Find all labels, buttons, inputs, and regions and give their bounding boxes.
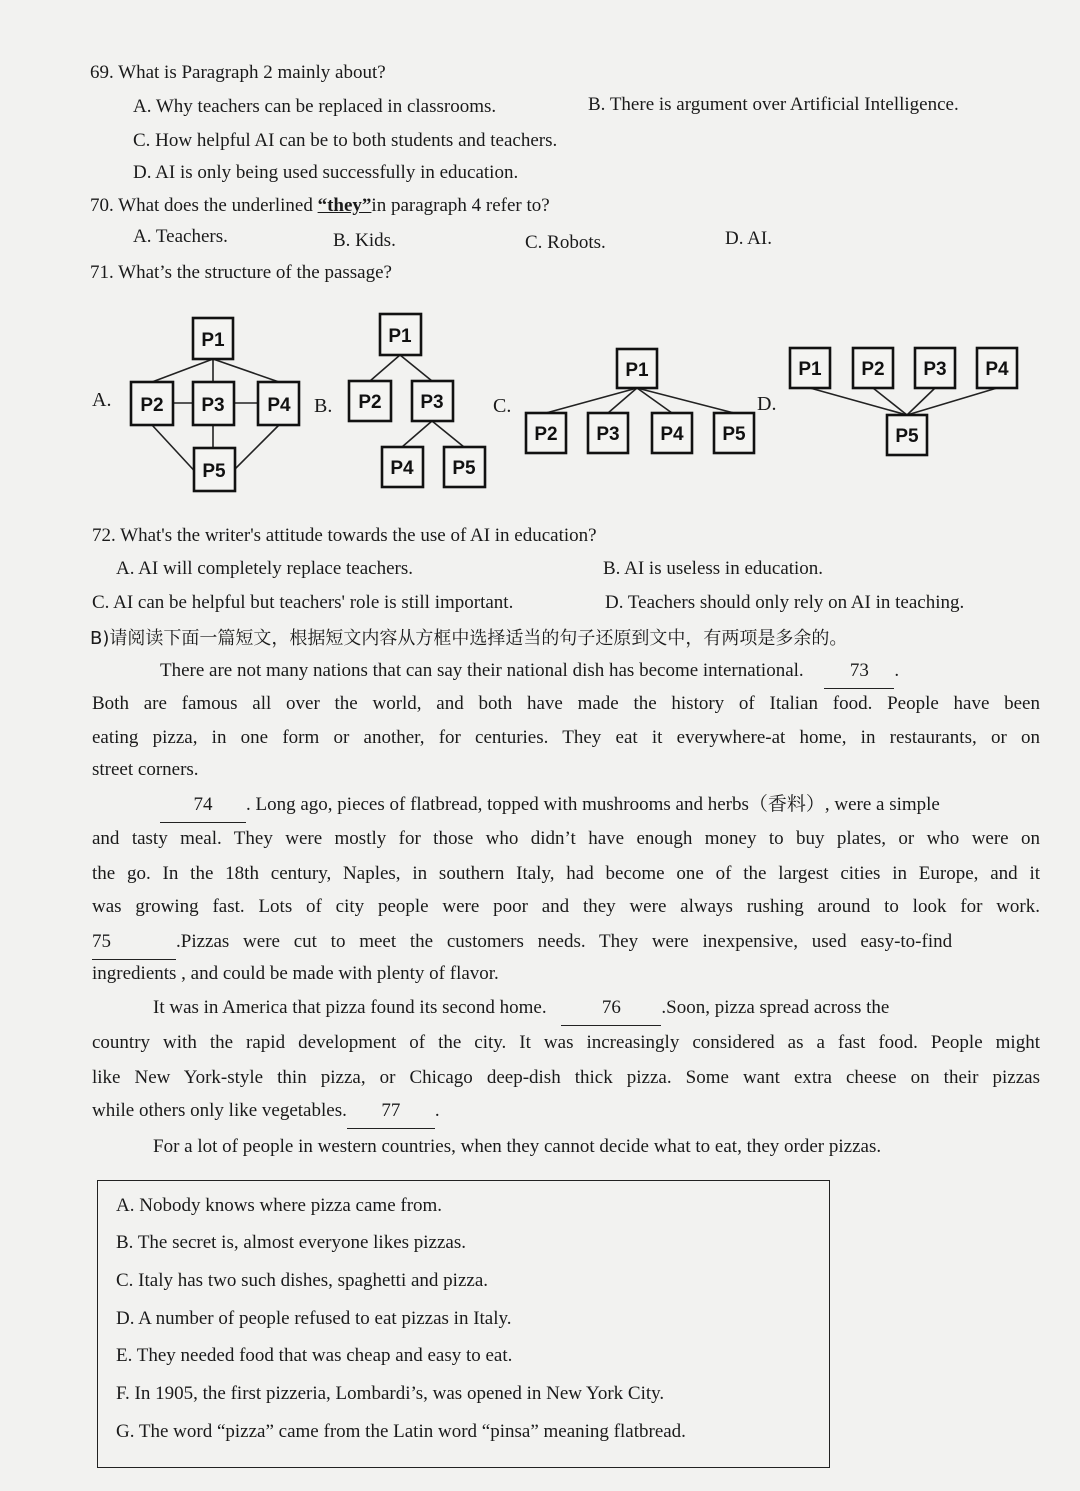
q69-option-c[interactable]: C. How helpful AI can be to both students and teachers.: [133, 130, 558, 151]
p1-line-1-text: There are not many nations that can say their national dish has become international.: [160, 660, 804, 681]
p2-line-2: and tasty meal. They were mostly for those who didn’t have enough money to buy plates, or who were on: [92, 828, 1040, 849]
p3-line-1: [153, 991, 1040, 1026]
choice-c[interactable]: C. Italy has two such dishes, spaghetti and pizza.: [116, 1270, 489, 1291]
choices-box: [97, 1180, 830, 1468]
q69-option-d[interactable]: D. AI is only being used successfully in education.: [133, 162, 519, 183]
p1-line-3: eating pizza, in one form or another, for centuries. They eat it everywhere-at home, in restaurants, or on: [92, 727, 1040, 748]
q70-option-d[interactable]: D. AI.: [725, 228, 772, 249]
blank-74[interactable]: 74: [160, 788, 246, 823]
diag-a-text-p2: P2: [140, 395, 164, 416]
p1-line-4: street corners.: [92, 759, 199, 780]
q71-option-c-label[interactable]: C.: [493, 395, 512, 417]
p3-line-1-tail: .Soon, pizza spread across the: [661, 997, 890, 1018]
q71-option-d-label[interactable]: D.: [757, 393, 777, 415]
q71-option-b-label[interactable]: B.: [314, 395, 333, 417]
q70-stem-suffix: in paragraph 4 refer to?: [371, 195, 550, 216]
p2-line-6: ingredients , and could be made with plenty of flavor.: [92, 963, 499, 984]
p4-line-1: For a lot of people in western countries, when they cannot decide what to eat, they order pizzas.: [153, 1136, 882, 1157]
p3-line-3: like New York-style thin pizza, or Chicago deep-dish thick pizza. Some want extra cheese on their pizzas: [92, 1067, 1040, 1088]
q70-option-b[interactable]: B. Kids.: [333, 230, 396, 251]
p2-line-1: [160, 788, 1040, 823]
choice-g[interactable]: G. The word “pizza” came from the Latin word “pinsa” meaning flatbread.: [116, 1421, 686, 1442]
diag-a-text-p3: P3: [201, 395, 225, 416]
question-69-stem: 69. What is Paragraph 2 mainly about?: [90, 62, 386, 83]
choice-e[interactable]: E. They needed food that was cheap and easy to eat.: [116, 1345, 513, 1366]
p3-line-1-text: It was in America that pizza found its second home.: [153, 997, 547, 1018]
choice-d[interactable]: D. A number of people refused to eat pizzas in Italy.: [116, 1308, 512, 1329]
diag-c-text-p2: P2: [534, 424, 558, 445]
diag-b-text-p3: P3: [420, 392, 444, 413]
blank-77[interactable]: 77: [347, 1094, 435, 1129]
q70-option-c[interactable]: C. Robots.: [525, 232, 606, 253]
choice-a[interactable]: A. Nobody knows where pizza came from.: [116, 1195, 443, 1216]
diag-c-text-p5: P5: [722, 424, 746, 445]
p3-line-4: while others only like vegetables. 77 .: [92, 1094, 1040, 1129]
q72-option-a[interactable]: A. AI will completely replace teachers.: [116, 558, 414, 579]
blank-73[interactable]: 73: [824, 654, 894, 689]
diag-a-text-p1: P1: [201, 330, 225, 351]
q69-option-b[interactable]: B. There is argument over Artificial Intelligence.: [588, 94, 959, 115]
question-72-stem: 72. What's the writer's attitude towards the use of AI in education?: [92, 525, 597, 546]
p2-line-5: [92, 925, 1040, 960]
p3-line-4-text: while others only like vegetables.: [92, 1100, 347, 1121]
diag-d-text-p2: P2: [861, 359, 885, 380]
structure-diagrams: [0, 0, 1080, 520]
diag-d-text-p1: P1: [798, 359, 822, 380]
p1-line-2: Both are famous all over the world, and both have made the history of Italian food. People have been: [92, 693, 1040, 714]
diag-d-text-p5: P5: [895, 426, 919, 447]
q70-underlined-word: “they”: [317, 195, 372, 216]
diag-b-text-p2: P2: [358, 392, 382, 413]
q72-option-d[interactable]: D. Teachers should only rely on AI in teaching.: [605, 592, 965, 613]
diag-b-text-p4: P4: [390, 458, 414, 479]
diag-d-text-p3: P3: [923, 359, 947, 380]
p3-line-2: country with the rapid development of the city. It was increasingly considered as a fast food. People might: [92, 1032, 1040, 1053]
p2-line-5-text: .Pizzas were cut to meet the customers needs. They were inexpensive, used easy-to-find: [176, 931, 953, 952]
choice-f[interactable]: F. In 1905, the first pizzeria, Lombardi’s, was opened in New York City.: [116, 1383, 665, 1404]
diag-a-text-p5: P5: [202, 461, 226, 482]
section-b-instruction: B)请阅读下面一篇短文，根据短文内容从方框中选择适当的句子还原到文中，有两项是多余的。: [90, 628, 848, 649]
q71-option-a-label[interactable]: A.: [92, 389, 112, 411]
q69-option-a[interactable]: A. Why teachers can be replaced in classrooms.: [133, 96, 497, 117]
p1-line-1: There are not many nations that can say their national dish has become international. 73 .: [160, 654, 1040, 689]
blank-75[interactable]: 75: [92, 925, 176, 960]
blank-76[interactable]: 76: [561, 991, 661, 1026]
diag-b-text-p1: P1: [388, 326, 412, 347]
p2-line-4: was growing fast. Lots of city people were poor and they were always rushing around to look for work.: [92, 896, 1040, 917]
diag-c-text-p4: P4: [660, 424, 684, 445]
diag-c-text-p1: P1: [625, 360, 649, 381]
q70-stem-prefix: 70. What does the underlined: [90, 195, 318, 216]
diag-a-text-p4: P4: [267, 395, 291, 416]
q72-option-b[interactable]: B. AI is useless in education.: [603, 558, 824, 579]
question-71-stem: 71. What’s the structure of the passage?: [90, 262, 392, 283]
diag-d-text-p4: P4: [985, 359, 1009, 380]
p2-line-1-text: . Long ago, pieces of flatbread, topped with mushrooms and herbs（香料）, were a simple: [246, 794, 940, 815]
choice-b[interactable]: B. The secret is, almost everyone likes pizzas.: [116, 1232, 466, 1253]
p2-line-3: the go. In the 18th century, Naples, in southern Italy, had become one of the largest cities in Europe, and it: [92, 863, 1040, 884]
q72-option-c[interactable]: C. AI can be helpful but teachers' role is still important.: [92, 592, 514, 613]
diag-b-text-p5: P5: [452, 458, 476, 479]
q70-option-a[interactable]: A. Teachers.: [133, 226, 228, 247]
diag-c-text-p3: P3: [596, 424, 620, 445]
